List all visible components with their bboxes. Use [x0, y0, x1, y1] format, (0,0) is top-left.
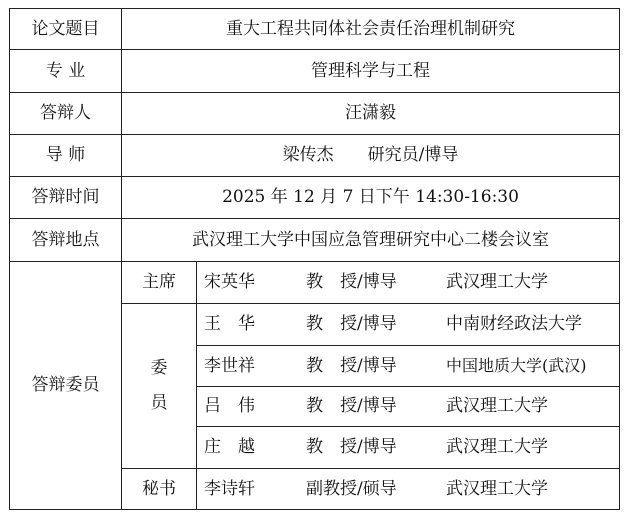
- committee-org: 武汉理工大学: [446, 396, 548, 416]
- defender-label: 答辩人: [40, 103, 91, 123]
- committee-name: 吕 伟: [204, 396, 255, 416]
- committee-title: 副教授/硕导: [306, 478, 397, 499]
- member-role-char-2: 员: [150, 393, 168, 413]
- committee-title: 教 授/博导: [306, 272, 397, 292]
- committee-label: 答辩委员: [31, 375, 100, 395]
- advisor-label: 导 师: [45, 145, 86, 165]
- secretary-role: 秘书: [142, 478, 176, 499]
- committee-name: 宋英华: [204, 272, 255, 292]
- committee-name: 李世祥: [204, 355, 255, 376]
- committee-name: 李诗轩: [204, 478, 255, 499]
- time-value: 2025 年 12 月 7 日下午 14:30-16:30: [222, 187, 519, 207]
- defender-value: 汪潇毅: [345, 103, 396, 123]
- table-border-right: [619, 8, 620, 510]
- committee-title: 教 授/博导: [306, 396, 397, 416]
- member-role-char-1: 委: [150, 358, 168, 378]
- committee-name: 王 华: [204, 314, 255, 334]
- column-divider: [196, 261, 197, 510]
- committee-org: 武汉理工大学: [446, 478, 548, 499]
- member-role: [122, 304, 196, 468]
- place-value: 武汉理工大学中国应急管理研究中心二楼会议室: [192, 229, 549, 250]
- title-label: 论文题目: [31, 18, 100, 39]
- major-label: 专 业: [45, 60, 86, 81]
- committee-title: 教 授/博导: [306, 314, 397, 334]
- committee-title: 教 授/博导: [306, 437, 397, 457]
- chair-role: 主席: [142, 272, 176, 292]
- major-value: 管理科学与工程: [311, 60, 430, 81]
- committee-org: 武汉理工大学: [446, 272, 548, 292]
- title-value: 重大工程共同体社会责任治理机制研究: [226, 18, 515, 39]
- committee-name: 庄 越: [204, 437, 255, 457]
- table-border-bottom: [9, 509, 620, 510]
- time-label: 答辩时间: [31, 187, 100, 207]
- place-label: 答辩地点: [31, 229, 100, 250]
- committee-title: 教 授/博导: [306, 355, 397, 376]
- advisor-value: 梁传杰 研究员/博导: [282, 145, 459, 165]
- committee-org: 武汉理工大学: [446, 437, 548, 457]
- committee-org: 中南财经政法大学: [446, 314, 582, 334]
- committee-org: 中国地质大学(武汉): [446, 356, 587, 375]
